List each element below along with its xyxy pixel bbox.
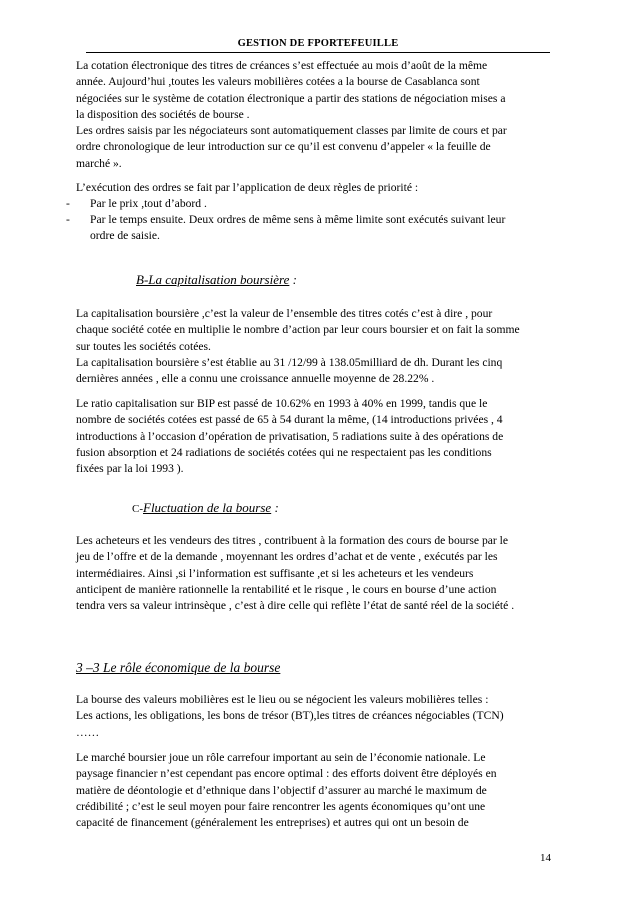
role-paragraph-1 — [76, 692, 563, 741]
text-line: paysage financier n’est cependant pas encore optimal : des efforts doivent être déployés en — [76, 767, 497, 781]
text-line: Les ordres saisis par les négociateurs sont automatiquement classes par limite de cours et par — [76, 124, 507, 137]
text-line: tendra vers sa valeur intrinsèque , c’est à dire celle qui reflète l’état de santé réel de la société . — [76, 599, 515, 613]
capitalisation-paragraph-1 — [76, 306, 563, 387]
bullet-marker: - — [66, 213, 70, 226]
text-line: L’exécution des ordres se fait par l’application de deux règles de priorité : — [76, 181, 419, 194]
text-line: La cotation électronique des titres de créances s’est effectuée au mois d’août de la même — [76, 59, 488, 72]
text-line: intermédiaires. Ainsi ,si l’information est suffisante ,et si les acheteurs et les vendeurs — [76, 566, 474, 580]
text-line: fusion absorption et 24 radiations de sociétés cotées qui ne respectaient pas les conditions — [76, 445, 492, 459]
text-line: Le marché boursier joue un rôle carrefour important au sein de l’économie nationale. Le — [76, 751, 486, 764]
bullet-item — [90, 212, 562, 245]
intro-paragraph-2 — [76, 123, 563, 172]
text-line: crédibilité ; c’est le seul moyen pour faire rencontrer les agents économiques qu’ont une — [76, 799, 486, 813]
text-line: ordre chronologique de leur introduction sur ce qu’il est convenu d’appeler « la feuille de — [76, 140, 491, 154]
page-header-title: GESTION DE FPORTEFEUILLE — [237, 38, 399, 49]
bullet-item — [90, 196, 562, 212]
capitalisation-paragraph-2 — [76, 396, 563, 477]
heading-text: Fluctuation de la bourse — [143, 500, 272, 515]
text-line: La capitalisation boursière ,c’est la valeur de l’ensemble des titres cotés c’est à dire , pour — [76, 307, 493, 320]
role-paragraph-2 — [76, 750, 563, 831]
heading-suffix: : — [271, 500, 279, 515]
text-line: négociées sur le système de cotation électronique a partir des stations de négociation mises a — [76, 91, 506, 105]
text-line: année. Aujourd’hui ,toutes les valeurs mobilières cotées a la bourse de Casablanca sont — [76, 75, 480, 89]
text-line: La bourse des valeurs mobilières est le lieu ou se négocient les valeurs mobilières telles : — [76, 693, 489, 706]
text-line: fixées par la loi 1993 ). — [76, 462, 184, 476]
fluctuation-paragraph — [76, 533, 563, 614]
section-heading-capitalisation — [136, 272, 297, 288]
text-line: matière de déontologie et d’ethnique dans l’objectif d’assurer au marché le maximum de — [76, 783, 487, 797]
text-line: nombre de sociétés cotées est passé de 65 à 54 durant la même, (14 introductions privées , 4 — [76, 413, 503, 427]
text-line: …… — [76, 725, 100, 739]
text-line: ordre de saisie. — [90, 229, 160, 243]
text-line: Par le prix ,tout d’abord . — [90, 197, 207, 210]
section-heading-fluctuation — [132, 500, 279, 516]
intro-paragraph-3 — [76, 180, 563, 196]
text-line: la disposition des sociétés de bourse . — [76, 107, 250, 121]
heading-prefix: C- — [132, 503, 143, 515]
text-line: capacité de financement (généralement les entreprises) et autres qui ont un besoin de — [76, 816, 469, 830]
header-rule — [86, 52, 550, 53]
intro-paragraph-1 — [76, 58, 563, 123]
section-heading-role-economique — [76, 660, 280, 676]
bullet-marker: - — [66, 197, 70, 210]
text-line: Le ratio capitalisation sur BIP est passé de 10.62% en 1993 à 40% en 1999, tandis que le — [76, 397, 488, 410]
text-line: Les acheteurs et les vendeurs des titres , contribuent à la formation des cours de bourse par le — [76, 534, 509, 547]
heading-text: 3 –3 Le rôle économique de la bourse — [76, 660, 281, 675]
text-line: dernières années , elle a connu une croissance annuelle moyenne de 28.22% . — [76, 372, 435, 386]
text-line: sur toutes les sociétés cotées. — [76, 339, 211, 353]
text-line: introductions à l’occasion d’opération de privatisation, 5 radiations suite à des opérations de — [76, 429, 504, 443]
text-line: Les actions, les obligations, les bons de trésor (BT),les titres de créances négociables (TCN) — [76, 709, 504, 723]
text-line: Par le temps ensuite. Deux ordres de même sens à même limite sont exécutés suivant leur — [90, 213, 506, 226]
page-number: 14 — [540, 852, 551, 864]
text-line: marché ». — [76, 156, 122, 170]
text-line: anticipent de manière rationnelle la rentabilité et le risque , le cours en bourse d’une action — [76, 582, 497, 596]
heading-suffix: : — [289, 272, 297, 287]
text-line: chaque société cotée en multiplie le nombre d’action par leur cours boursier et on fait la somme — [76, 323, 520, 337]
heading-text: B-La capitalisation boursière — [136, 272, 290, 287]
text-line: La capitalisation boursière s’est établie au 31 /12/99 à 138.05milliard de dh. Durant les cinq — [76, 355, 503, 369]
text-line: jeu de l’offre et de la demande , moyennant les ordres d’achat et de vente , exécutés par les — [76, 550, 498, 564]
